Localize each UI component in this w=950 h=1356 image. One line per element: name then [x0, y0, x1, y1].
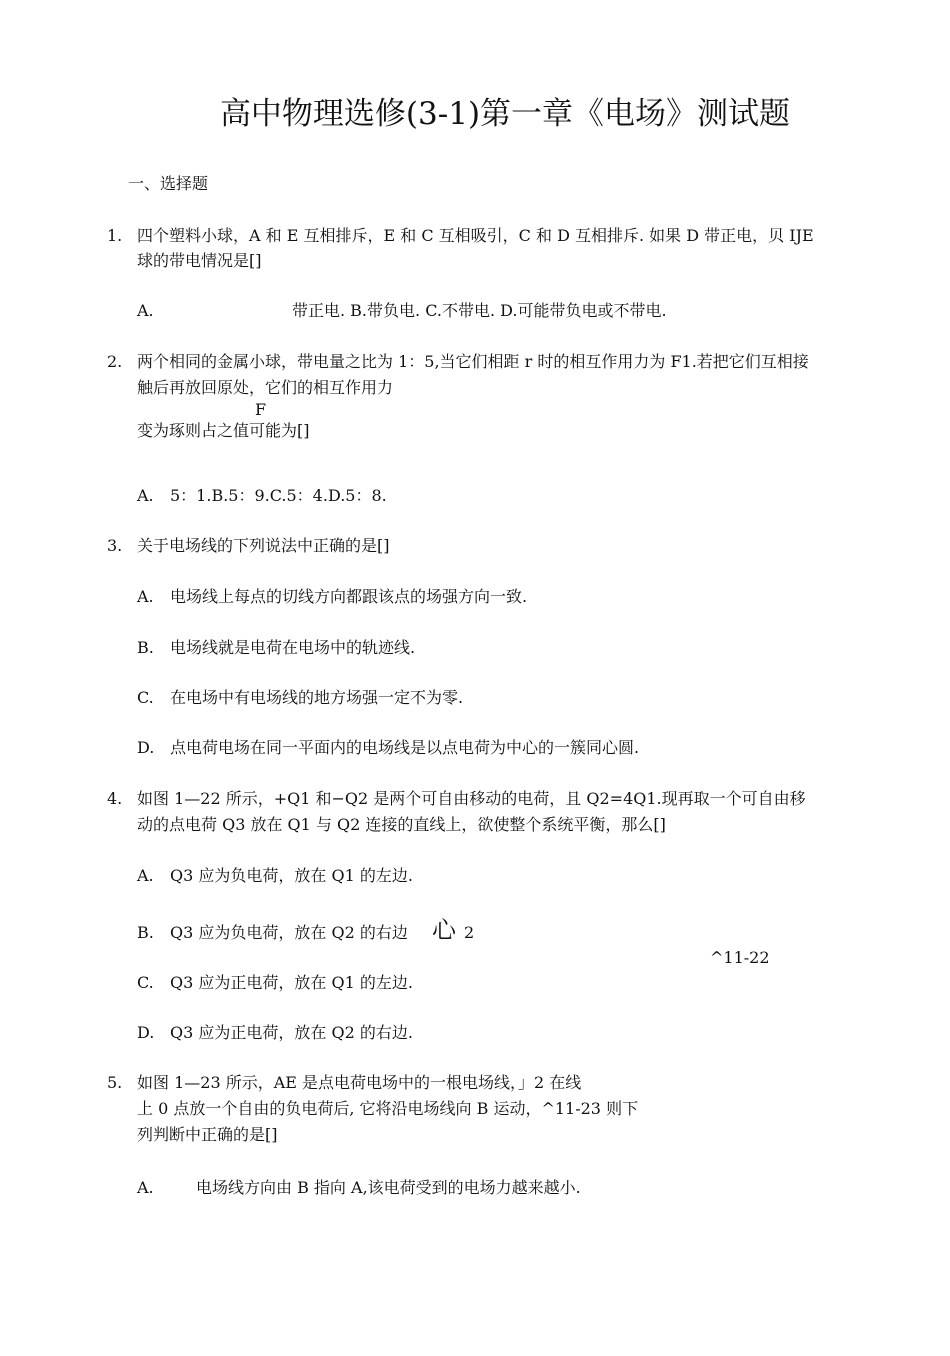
question-3-option-a-text: 电场线上每点的切线方向都跟该点的场强方向一致.	[170, 587, 528, 606]
question-4-option-c-text: Q3 应为正电荷，放在 Q1 的左边.	[170, 973, 413, 992]
question-2-option-label: A.	[137, 486, 154, 505]
question-1-stem-line-1: 四个塑料小球，A 和 E 互相排斥，E 和 C 互相吸引，C 和 D 互相排斥. 如果 D 带正电，贝 IJE	[137, 226, 814, 245]
question-4-option-b-glyph: 心	[432, 916, 456, 944]
question-4-option-a-text: Q3 应为负电荷，放在 Q1 的左边.	[170, 866, 413, 885]
question-4-option-d-label: D.	[137, 1023, 155, 1042]
question-1-options-text: 带正电. B.带负电. C.不带电. D.可能带负电或不带电.	[292, 301, 667, 320]
question-2-stem-line-3: 变为琢则占之值可能为[]	[137, 421, 310, 440]
question-3-option-b-text: 电场线就是电荷在电场中的轨迹线.	[170, 638, 416, 657]
question-1-option-label: A.	[137, 301, 154, 320]
question-4-stem-line-2: 动的点电荷 Q3 放在 Q1 与 Q2 连接的直线上，欲使整个系统平衡，那么[]	[137, 815, 666, 834]
question-3-option-c-label: C.	[137, 688, 154, 707]
question-3-option-c-text: 在电场中有电场线的地方场强一定不为零.	[170, 688, 464, 707]
question-4-option-c-label: C.	[137, 973, 154, 992]
question-4-number: 4.	[107, 789, 123, 808]
question-5-number: 5.	[107, 1073, 123, 1092]
question-3-option-b-label: B.	[137, 638, 154, 657]
question-2-number: 2.	[107, 352, 123, 371]
question-2-options-text: 5：1.B.5：9.C.5：4.D.5：8.	[170, 486, 387, 505]
question-2-fraction-numerator: F	[255, 400, 267, 419]
figure-1-22-label: ^11-22	[710, 948, 770, 967]
question-5-option-a-text: 电场线方向由 B 指向 A,该电荷受到的电场力越来越小.	[196, 1178, 581, 1197]
question-5-stem-line-2: 上 0 点放一个自由的负电荷后, 它将沿电场线向 B 运动，^11-23 则下	[137, 1099, 639, 1118]
question-2-stem-line-2: 触后再放回原处，它们的相互作用力	[137, 378, 394, 397]
section-heading: 一、选择题	[128, 174, 209, 193]
question-4-option-b-label: B.	[137, 923, 154, 942]
question-5-option-a-label: A.	[137, 1178, 154, 1197]
question-3-option-a-label: A.	[137, 587, 154, 606]
question-4-option-d-text: Q3 应为正电荷，放在 Q2 的右边.	[170, 1023, 413, 1042]
question-3-number: 3.	[107, 536, 123, 555]
question-3-option-d-text: 点电荷电场在同一平面内的电场线是以点电荷为中心的一簇同心圆.	[170, 738, 640, 757]
question-4-option-b-suffix: 2	[464, 923, 475, 942]
question-5-stem-line-1: 如图 1—23 所示，AE 是点电荷电场中的一根电场线，」2 在线	[137, 1073, 582, 1092]
question-2-stem-line-1: 两个相同的金属小球，带电量之比为 1：5,当它们相距 r 时的相互作用力为 F1.若把它们互相接	[137, 352, 809, 371]
question-4-option-b-text: Q3 应为负电荷，放在 Q2 的右边	[170, 923, 408, 942]
question-5-stem-line-3: 列判断中正确的是[]	[137, 1125, 278, 1144]
question-4-option-a-label: A.	[137, 866, 154, 885]
page-title: 高中物理选修(3-1)第一章《电场》测试题	[219, 96, 791, 132]
question-3-stem: 关于电场线的下列说法中正确的是[]	[137, 536, 390, 555]
question-4-stem-line-1: 如图 1—22 所示，+Q1 和−Q2 是两个可自由移动的电荷，且 Q2=4Q1.现再取一个可自由移	[137, 789, 806, 808]
question-3-option-d-label: D.	[137, 738, 155, 757]
question-1-number: 1.	[107, 226, 123, 245]
question-1-stem-line-2: 球的带电情况是[]	[137, 251, 262, 270]
